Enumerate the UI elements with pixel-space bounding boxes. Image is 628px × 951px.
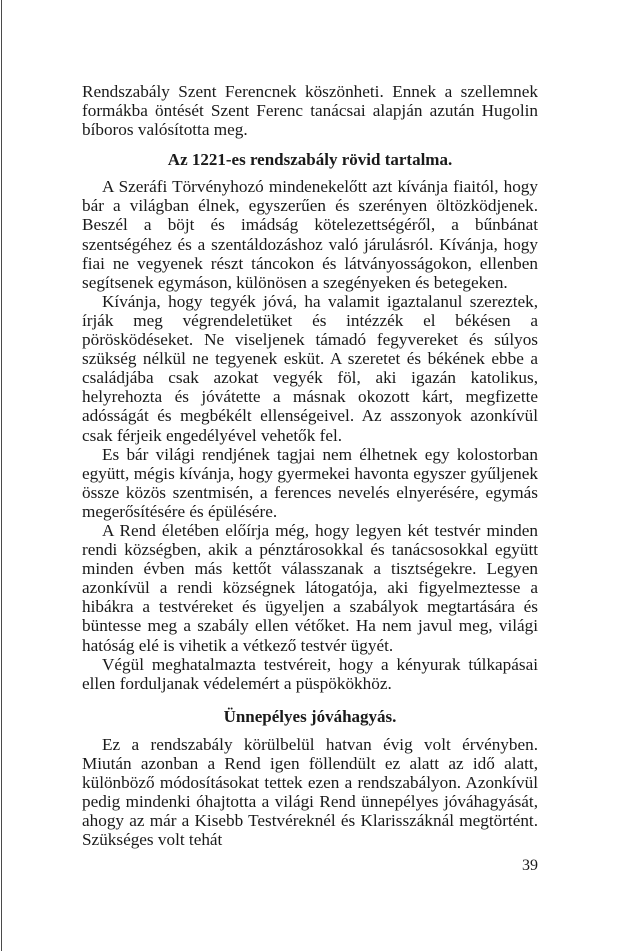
- page-body: [82, 82, 538, 849]
- paragraph: Végül meghatalmazta testvéreit, hogy a kényurak túlkapásai ellen forduljanak védelemért a püspökökhöz.: [82, 654, 538, 693]
- intro-paragraph: Rendszabály Szent Ferencnek köszönheti. Ennek a szellemnek formákba öntését Szent Ferenc tanácsai alapján azután Hugolin bíboros valósította meg.: [82, 82, 538, 140]
- paragraph: A Rend életében előírja még, hogy legyen két testvér minden rendi községben, akik a pénztárosokkal és tanácsosokkal együtt minden évben más kettőt válasszanak a tisztségekre. Legyen azonkívül a rendi községnek látogatója, aki figyelmeztesse a hibákra a testvéreket és ügyeljen a szabályok megtartására és büntesse meg a szabály ellen vétőket. Ha nem javul meg, világi hatóság elé is vihetik a vétkező testvér ügyét.: [82, 520, 538, 655]
- section-heading-summary: Az 1221-es rendszabály rövid tartalma.: [167, 150, 453, 170]
- paragraph: Es bár világi rendjének tagjai nem élhetnek egy kolostorban együtt, mégis kívánja, hogy gyermekei havonta egyszer gyűljenek össze közös szentmisén, a ferences nevelés elnyerésére, egymás megerősítésére és épülésére.: [82, 444, 538, 521]
- section-heading-approval: Ünnepélyes jóváhagyás.: [223, 706, 397, 726]
- page-edge: [1, 0, 2, 951]
- paragraph: Ez a rendszabály körülbelül hatvan évig volt érvényben. Miután azonban a Rend igen föllendült ez alatt az idő alatt, különböző módosításokat tettek ezen a rendszabályon. Azonkívül pedig mindenki óhajtotta a világi Rend ünnepélyes jóváhagyását, ahogy az már a Kisebb Testvéreknél és Klarisszáknál megtörtént. Szükséges volt tehát: [82, 734, 538, 850]
- paragraph: A Szeráfi Törvényhozó mindenekelőtt azt kívánja fiaitól, hogy bár a világban élnek, egyszerűen és szerényen öltözködjenek. Beszél a böjt és imádság kötelezettségéről, a bűnbánat szentségéhez és a szentáldozáshoz való járulásról. Kívánja, hogy fiai ne vegyenek részt táncokon és látványosságokon, ellenben segítsenek egymáson, különösen a szegényeken és betegeken.: [82, 177, 538, 292]
- paragraph: Kívánja, hogy tegyék jóvá, ha valamit igaztalanul szereztek, írják meg végrendeletüket és intézzék el békésen a pörösködéseket. Ne viseljenek támadó fegyvereket és súlyos szükség nélkül ne tegyenek esküt. A szeretet és békének ebbe a családjába csak azokat vegyék föl, aki igazán katolikus, helyrehozta és jóvátette a másnak okozott kárt, megfizette adósságát és megbékélt ellenségeivel. Az asszonyok azonkívül csak férjeik engedélyével vehetők fel.: [82, 291, 538, 445]
- page-number: 39: [522, 857, 538, 874]
